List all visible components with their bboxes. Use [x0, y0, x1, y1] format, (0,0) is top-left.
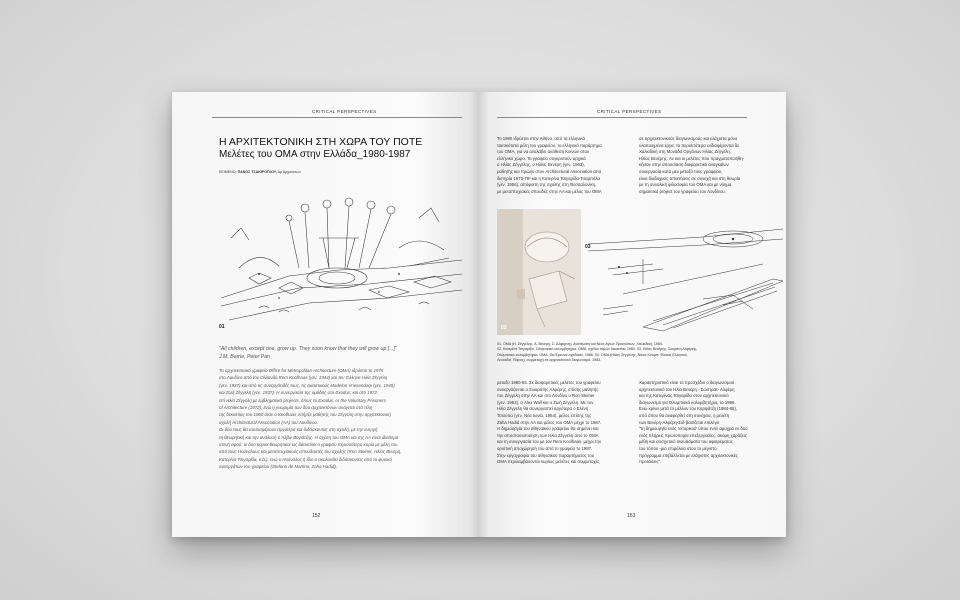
text-line: Το αρχιτεκτονικό γραφείο Office for Metropolitan Architecture (OMA) ιδρύεται το 1975: [219, 368, 384, 373]
running-head-rule: [212, 117, 462, 118]
text-line: Ηλία Ζέγγελη θα συνεργαστεί αργότερα ο Ελένη: [497, 406, 589, 412]
text-line: συνεργάζονται ο Σωκράτης Αλφέρης, επίσης μαθητής: [497, 386, 599, 392]
quote-author: J.M. Barrie, Peter Pan: [219, 354, 271, 360]
text-line: Χαλκιδική στη Μονάδα Οργάνων Ηλίας Ζέγγελη,: [639, 149, 731, 155]
left-page: [172, 92, 479, 537]
plan-drawing: [583, 209, 783, 335]
drawing-label: 03: [585, 244, 591, 250]
byline: [219, 170, 301, 174]
figure-number: 01: [219, 324, 225, 330]
text-line: (γεν. 1937) και από τις συνεργάτιδές τους, τις εικαστικούς Madelon Vriesendorp (γεν. 1945): [219, 382, 395, 388]
text-line: σχολή Architectural Association (AA) του Λονδίνου.: [219, 419, 319, 425]
text-line: ενός πλήρεις πρωτοπορία επεξεργασίες, ακόμη χαράξεις: [639, 432, 747, 438]
text-line: Στην εργογραφία του αθηναϊκού παραρτήματος του: [497, 452, 595, 458]
text-line: ελληνικό χώρο. Το γραφείο συγκροτούν αρχικά: [497, 155, 586, 161]
text-line: στο Λονδίνο από τον Ολλανδό Rem Koolhaas (γεν. 1944) και τον Έλληνα Ηλία Ζέγγελη: [219, 375, 388, 381]
text-line: τακτικότατα μέλη του γραφείου, το ελληνικό παράρτημα: [497, 142, 602, 148]
text-line: οριστική αποχώρησή του από το γραφείο το 1987.: [497, 445, 593, 451]
text-line: Ηλίας Βενέρης. Αν και οι μελέτες που πραγματοποιήθη-: [639, 155, 745, 161]
text-line: Zaha Hadid στην ΑΑ και μέλος του ΟΜΑ μέχρι το 1987.: [497, 419, 602, 425]
text-line: Κατερίνα Τσιγαρίδα, κ.ά.), ενώ ο Ηούναλος ή ίδιο ο ακολουθεί διδάσκοντας από το φυσικό: [219, 456, 392, 462]
text-line: συνεργασία κατά μεν μεταξύ τους γραφείου,: [639, 168, 723, 174]
quote-text: "All children, except one, grow up. They soon know that they will grow up [...]": [219, 346, 397, 352]
running-head-rule: [497, 117, 747, 118]
text-line: κήσαν στην απουσίαση διαφορετικά αναγκαίων: [639, 162, 729, 168]
text-line: of Architecture (1972), ενώ η γνωριμία των δύο αρχιτεκτόνων ανάγεται στα τέλη: [219, 405, 373, 411]
text-line: (γεν. 1952), ο Alex Wall και ο Ζωή Ζέγγελη. Με τον: [497, 399, 594, 405]
text-line: ο Ηλίας Ζέγγελης, ο Ηλίας Βενέρη (γεν. 1953),: [497, 162, 585, 168]
text-line: την αποστασιοποίηση των Ηλία Ζέγγελη από το ΟΜΑ: [497, 432, 599, 438]
text-line: είναι διαδοχικές απαιτήσεις σε συνεχή και στη θεωρία: [639, 175, 741, 181]
text-line: και της Κατερίνας Τσιγαρίδα στον αρχιτεκτονικό: [639, 393, 729, 399]
text-line: Το 1980 ιδρύεται στην Αθήνα, από τα ελληνικά: [497, 136, 585, 141]
text-line: και Ζωή Ζέγγελη (γεν. 1937). Η συνεργασία της ομάδας στο Exodus; και στο 1972: [219, 390, 377, 396]
text-line: Χαρακτηριστικό είναι το προσχέδιο ο διαγωνισμού: [639, 380, 735, 385]
text-line: (γεν. 1956), απόφοιτη της σχολής στη Θεσσαλονίκη,: [497, 182, 597, 188]
article-title: Η ΑΡΧΙΤΕΚΤΟΝΙΚΗ ΣΤΗ ΧΩΡΑ ΤΟΥ ΠΟΤΕ: [219, 136, 423, 148]
text-line: του τόπου -μια επιμέλεια στου το μέγιστο: [639, 445, 717, 451]
caption-line: 01. ΟΜΑ (Η. Ζέγγελης, Α. Βενέρη, Σ. Αλφόρνη), Ανάπλαση και Νέος Αγίων Προσώπων, Χαλκιδική, 1984.: [497, 342, 663, 346]
text-line: στενή αφού: οι δύο κύριοι θεωρητικοί ως δάσκαλοι ο γραφείο περισσότερο κυρία με μέλη του: [219, 442, 398, 448]
text-line: συνεργάτων του γραφείου (Stefano de Martino, Zaha Hadid).: [219, 464, 337, 470]
text-line: Οι δύο τους θα συνεισφέρουν αργότερα και διδάσκοντας στη σχολή, με την ενεργή: [219, 427, 378, 433]
text-line: του ΟΜΑ, για να αναλάβει ανάθεση Κοινών στον: [497, 149, 590, 155]
intro-column-2: [639, 136, 759, 195]
right-page: [479, 92, 786, 537]
body-column-2: [639, 380, 764, 466]
intro-column-1: [497, 136, 612, 195]
caption-line: Ολυμπιακό κολυμβητήριο, ΟΜΑ, Θα Ερευνα-σχεδίασε, 1986. 04. ΟΜΑ (Ηλίας Ζέγγελης, Νίκος Κούμπ, Φίκκας Ελληνικό,: [497, 352, 688, 357]
text-line: μέθη και ενισχυτικό σκευάσματα του αφαιρέματος: [639, 439, 733, 445]
page-number-left: 152: [312, 513, 321, 519]
text-line: Η δημιουργία του αθηναϊκού γραφείου θα σημάνει και: [497, 426, 599, 432]
text-line: προτάσεις".: [639, 459, 662, 465]
body-text-left: [219, 367, 456, 471]
text-line: αρχιτεκτονικό του Ηλία Βενέρη - Σώστρατ- Αλφέρη: [639, 386, 735, 392]
photo-label: 02: [501, 325, 507, 331]
byline-name: ΠΑΝΟΣ ΤΣΑΚΙΡΟΓΛΟΥ,: [237, 170, 277, 174]
text-line: των Βενέρη-Αλφέρη-Σιδ-βασίζεται επιλέγει: [639, 419, 720, 425]
epigraph-quote: [219, 345, 459, 361]
byline-role: Δρ Αρχιτέκτων: [277, 170, 301, 174]
text-line: πρόγραμμα επιβάλλεται με ελάχιστες αρχιτεκτονικές: [639, 452, 738, 458]
model-photo: [497, 209, 581, 335]
body-column-1: [497, 380, 622, 466]
text-line: σε αρχιτεκτονικούς διαγωνισμούς και ελάχιστα μόνο: [639, 136, 738, 141]
text-line: τη θεωρητική και την ανάλυσή ο Άλβιν Βογιάτζης. Η σχέση του ΟΜΑ και της ΑΑ είναι ιδιαίτερα: [219, 434, 399, 440]
page-number-right: 153: [627, 513, 636, 519]
text-line: υλοποιημένα έργα, τα περισσότερα ενδιαφέρονται δε: [639, 142, 740, 148]
text-line: σημαντικό project του γραφείου του Λονδίνου.: [639, 188, 726, 194]
open-magazine: [172, 92, 786, 537]
text-line: ΟΜΑ περιλαμβάνονται κυρίως μελέτες και συμμετοχές: [497, 459, 600, 465]
text-line: με τη συνολική φιλοσοφία του ΟΜΑ και με νόημα: [639, 182, 732, 188]
text-line: "τη δημιουργία ενός 'ιστορικού' ύπου ενόν αμυχρά εν δυο: [639, 426, 748, 432]
byline-prefix: ΚΕΙΜΕΝΟ:: [219, 170, 237, 174]
text-line: του Ζέγγελη στην ΑΑ και στο Λονδίνο ο Ron Steiner: [497, 393, 595, 399]
architectural-sketch: [219, 178, 464, 328]
text-line: διαγωνισμό για Ολυμπιακό κολυμβητήριο, το 1986.: [639, 399, 736, 405]
running-head-left: CRITICAL PERSPECTIVES: [312, 109, 377, 114]
text-line: της δεκαετίας του 1960 όταν ο Koolhaas υπήρξε μαθητής του Ζέγγελη στην αρχιτεκτονική: [219, 412, 391, 418]
text-line: Ενώ κρίνει μετά το μέλλον του Καρφάτζη (1984-85),: [639, 406, 738, 412]
text-line: διετηρία 1973-78² και η Κατερίνα Τσιγαρίδα-Τσαμπάλα: [497, 175, 601, 181]
model-photo-image: [497, 209, 581, 335]
text-line: μεταξύ 1980-84. Σε διαφορετικές μελέτες του γραφείου: [497, 380, 601, 385]
figure-caption: [497, 342, 772, 364]
caption-line: Λευκάδα, Πάρος), συμμετοχή σε αρχιτεκτονικό διαγωνισμό, 1983.: [497, 358, 602, 363]
text-line: Τσιούπα (γεν. Νέα Ιωνία, 1954), μέλος επίσης της: [497, 412, 592, 418]
running-head-right: CRITICAL PERSPECTIVES: [597, 109, 662, 114]
text-line: και τη συνεργασία του με τον Rem Koolhaas, μέχρι την: [497, 439, 602, 445]
text-line: από τους Ηούναλους και μεταπτυχιακούς σπουδαστές του σχολής (Ron Steiner, Ηλίας Βενέρη,: [219, 449, 402, 455]
article-subtitle: Μελέτες του ΟΜΑ στην Ελλάδα_1980-1987: [219, 149, 411, 160]
text-line: με μεταπτυχιακές σπουδές στην ΑΑ και μέλος του ΟΜΑ: [497, 188, 602, 194]
text-line: επί Ηλία Ζέγγελη με εμβληματικά projects, όπως το Exodus, or the Voluntary Prisoners: [219, 397, 386, 403]
text-line: μαθητής και πρώην στον Architectural Association από: [497, 168, 602, 174]
text-line: από όπου θα αναφερθεί στη συνέχεια, η μελέτη: [639, 412, 730, 418]
caption-line: 02. Κατερίνα Τσιγαρίδα, Ολυμπιακό κολυμβητήριο, ΟΜΑ, σχέδιο τομών δεκαετίας 1980. 03. Ηλίας Βενέρης, Σοκράτη Αλφέρης,: [497, 347, 698, 352]
